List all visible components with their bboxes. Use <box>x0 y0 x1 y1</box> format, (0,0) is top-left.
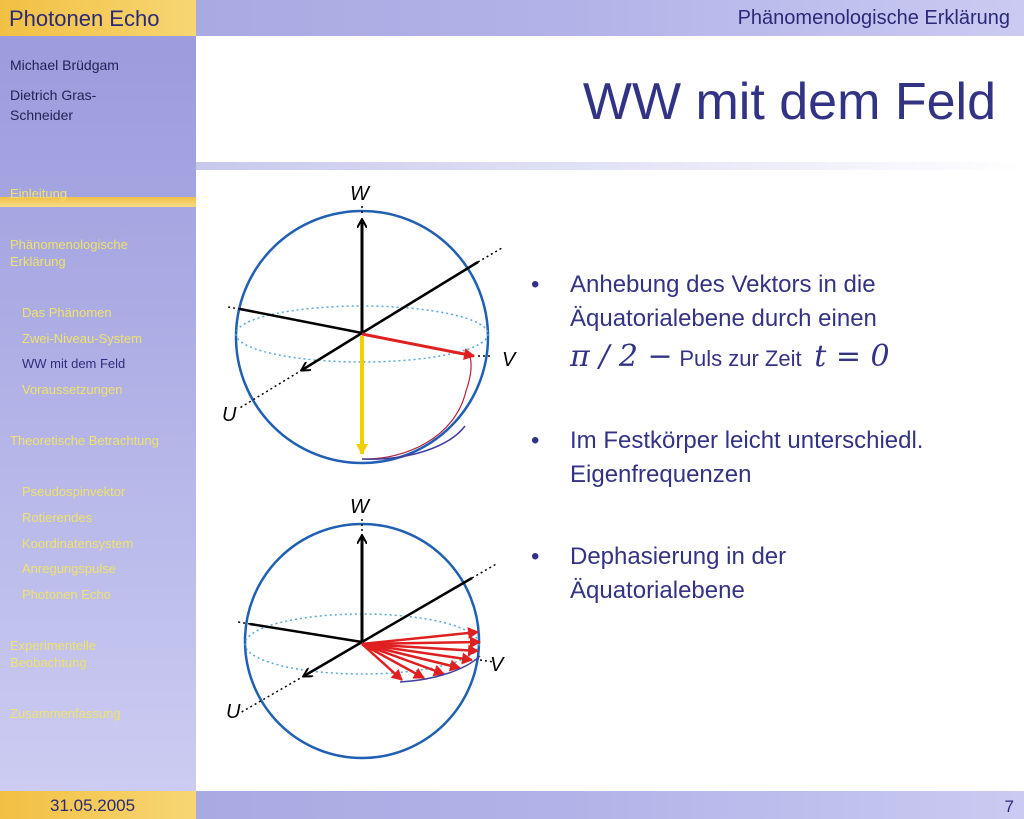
nav-item-experimentelle-beobachtung-line2[interactable]: Beobachtung <box>10 655 87 670</box>
bullet-line: Äquatorialebene <box>570 577 745 604</box>
v-axis-back <box>250 624 362 642</box>
brand-box <box>0 0 196 36</box>
bullet-line-tail: Puls zur Zeit <box>679 346 802 371</box>
trace-arc <box>362 426 465 459</box>
author-name: Dietrich Gras- <box>10 87 97 103</box>
nav-item-pseudospinvektor[interactable]: Pseudospinvektor <box>22 484 126 499</box>
nav-item-koordinatensystem[interactable]: Koordinatensystem <box>22 536 134 551</box>
nav-item-theoretische-betrachtung[interactable]: Theoretische Betrachtung <box>10 433 159 448</box>
section-title: Phänomenologische Erklärung <box>737 7 1010 29</box>
nav-item-einleitung[interactable]: Einleitung <box>10 186 68 201</box>
bloch-sphere-top <box>222 183 517 463</box>
math-t-zero: t = 0 <box>814 339 890 374</box>
u-axis-dots <box>478 248 502 262</box>
u-axis-arrow <box>304 642 362 676</box>
nav-item-ww-mit-dem-feld[interactable]: WW mit dem Feld <box>22 356 126 371</box>
axis-label-w: W <box>350 183 369 205</box>
axis-label-w: W <box>350 496 369 518</box>
sidebar <box>0 36 196 791</box>
precession-trace <box>362 356 471 459</box>
u-axis-ext <box>362 262 478 333</box>
slide-title: WW mit dem Feld <box>582 73 996 131</box>
v-axis-back-dots <box>228 307 240 309</box>
bloch-sphere-bottom <box>226 496 505 758</box>
brand-title: Photonen Echo <box>9 6 160 31</box>
u-axis-tail <box>240 676 304 713</box>
bullet-line: Anhebung des Vektors in die <box>570 271 876 298</box>
page-number: 7 <box>1004 797 1014 816</box>
u-axis-arrow <box>302 333 362 370</box>
bullet-line: Im Festkörper leicht unterschiedl. <box>570 427 924 454</box>
axis-label-v: V <box>490 654 504 676</box>
footer-date: 31.05.2005 <box>50 796 136 815</box>
nav-item-phaenomenologische-erklaerung[interactable]: Phänomenologische <box>10 237 128 252</box>
bullet-marker: • <box>531 271 540 298</box>
author-name: Schneider <box>10 107 74 123</box>
u-axis-ext <box>362 578 472 642</box>
nav-item-voraussetzungen[interactable]: Voraussetzungen <box>22 382 123 397</box>
nav-item-zwei-niveau-system[interactable]: Zwei-Niveau-System <box>22 331 142 346</box>
nav-item-experimentelle-beobachtung[interactable]: Experimentelle <box>10 638 96 653</box>
bloch-vector <box>362 334 474 356</box>
nav-item-das-phaenomen[interactable]: Das Phänomen <box>22 305 112 320</box>
nav-item-zusammenfassung[interactable]: Zusammenfassung <box>10 706 121 721</box>
v-axis-back <box>240 309 362 333</box>
axis-label-v: V <box>502 349 516 371</box>
nav-item-anregungspulse[interactable]: Anregungspulse <box>22 561 116 576</box>
nav-item-phaenomenologische-erklaerung-line2[interactable]: Erklärung <box>10 254 66 269</box>
nav-item-rotierendes[interactable]: Rotierendes <box>22 510 93 525</box>
math-pi-half: π / 2 − <box>570 339 673 374</box>
bullet-line: Äquatorialebene durch einen <box>570 305 877 332</box>
axis-label-u: U <box>222 404 237 426</box>
bullet-line: Dephasierung in der <box>570 543 787 570</box>
footer-date-box <box>0 791 196 819</box>
axis-label-u: U <box>226 701 241 723</box>
author-name: Michael Brüdgam <box>10 57 119 73</box>
title-divider <box>196 162 1024 170</box>
nav-item-photonen-echo[interactable]: Photonen Echo <box>22 587 111 602</box>
u-axis-dots <box>472 563 498 578</box>
bullet-marker: • <box>531 427 540 454</box>
bullet-marker: • <box>531 543 540 570</box>
v-axis-back-dots <box>238 622 250 624</box>
bullet-line: Eigenfrequenzen <box>570 461 752 488</box>
bloch-sphere-diagram <box>210 176 530 776</box>
